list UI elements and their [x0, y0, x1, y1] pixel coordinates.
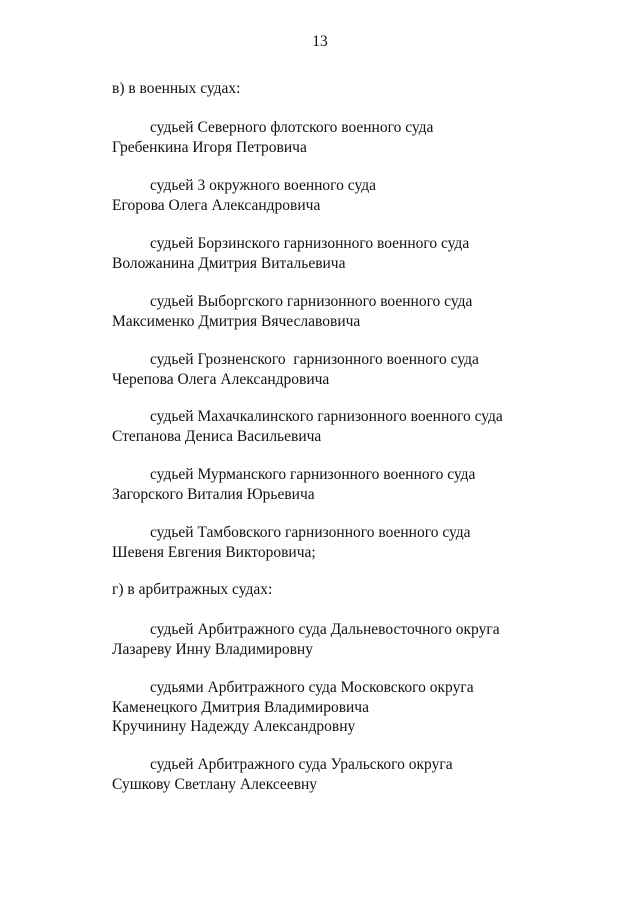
appointment-entry [112, 465, 475, 504]
appointee-name: Лазареву Инну Владимировну [112, 640, 313, 658]
appointment-position: судьей 3 окружного военного суда [150, 177, 376, 194]
appointee-name: Воложанина Дмитрия Витальевича [112, 254, 346, 272]
appointment-entry [112, 350, 479, 389]
appointment-position: судьями Арбитражного суда Московского округа [150, 679, 474, 696]
appointment-position: судьей Тамбовского гарнизонного военного суда [150, 524, 471, 541]
appointee-name: Загорского Виталия Юрьевича [112, 485, 315, 503]
appointee-name: Черепова Олега Александровича [112, 370, 330, 388]
appointment-entry [112, 678, 474, 737]
appointment-entry [112, 407, 503, 446]
page-number: 13 [312, 33, 328, 50]
appointment-position: судьей Борзинского гарнизонного военного суда [150, 235, 470, 252]
appointment-entry [112, 755, 453, 794]
appointee-name: Степанова Дениса Васильевича [112, 427, 322, 445]
appointment-entry [112, 523, 471, 562]
appointee-name: Каменецкого Дмитрия Владимировича [112, 698, 369, 716]
appointment-position: судьей Мурманского гарнизонного военного суда [150, 466, 476, 483]
section-heading-arbitration-courts: г) в арбитражных судах: [112, 581, 273, 598]
section-heading-military-courts: в) в военных судах: [112, 80, 241, 97]
appointment-position: судьей Махачкалинского гарнизонного военного суда [150, 408, 503, 425]
appointment-entry [112, 234, 469, 273]
appointment-position: судьей Арбитражного суда Дальневосточного округа [150, 621, 500, 638]
appointment-entry [112, 176, 376, 215]
appointee-name: Егорова Олега Александровича [112, 196, 321, 214]
appointment-position: судьей Грозненского гарнизонного военного суда [150, 351, 479, 368]
appointee-name: Шевеня Евгения Викторовича; [112, 543, 316, 561]
appointment-position: судьей Северного флотского военного суда [150, 119, 434, 136]
appointee-name: Гребенкина Игоря Петровича [112, 138, 307, 156]
appointment-position: судьей Выборгского гарнизонного военного суда [150, 293, 473, 310]
appointment-position: судьей Арбитражного суда Уральского округа [150, 756, 453, 773]
appointment-entry [112, 620, 500, 659]
appointee-name: Максименко Дмитрия Вячеславовича [112, 312, 361, 330]
appointment-entry [112, 118, 433, 157]
appointee-name: Сушкову Светлану Алексеевну [112, 775, 318, 793]
appointee-name: Кручинину Надежду Александровну [112, 718, 356, 735]
appointment-entry [112, 292, 472, 331]
